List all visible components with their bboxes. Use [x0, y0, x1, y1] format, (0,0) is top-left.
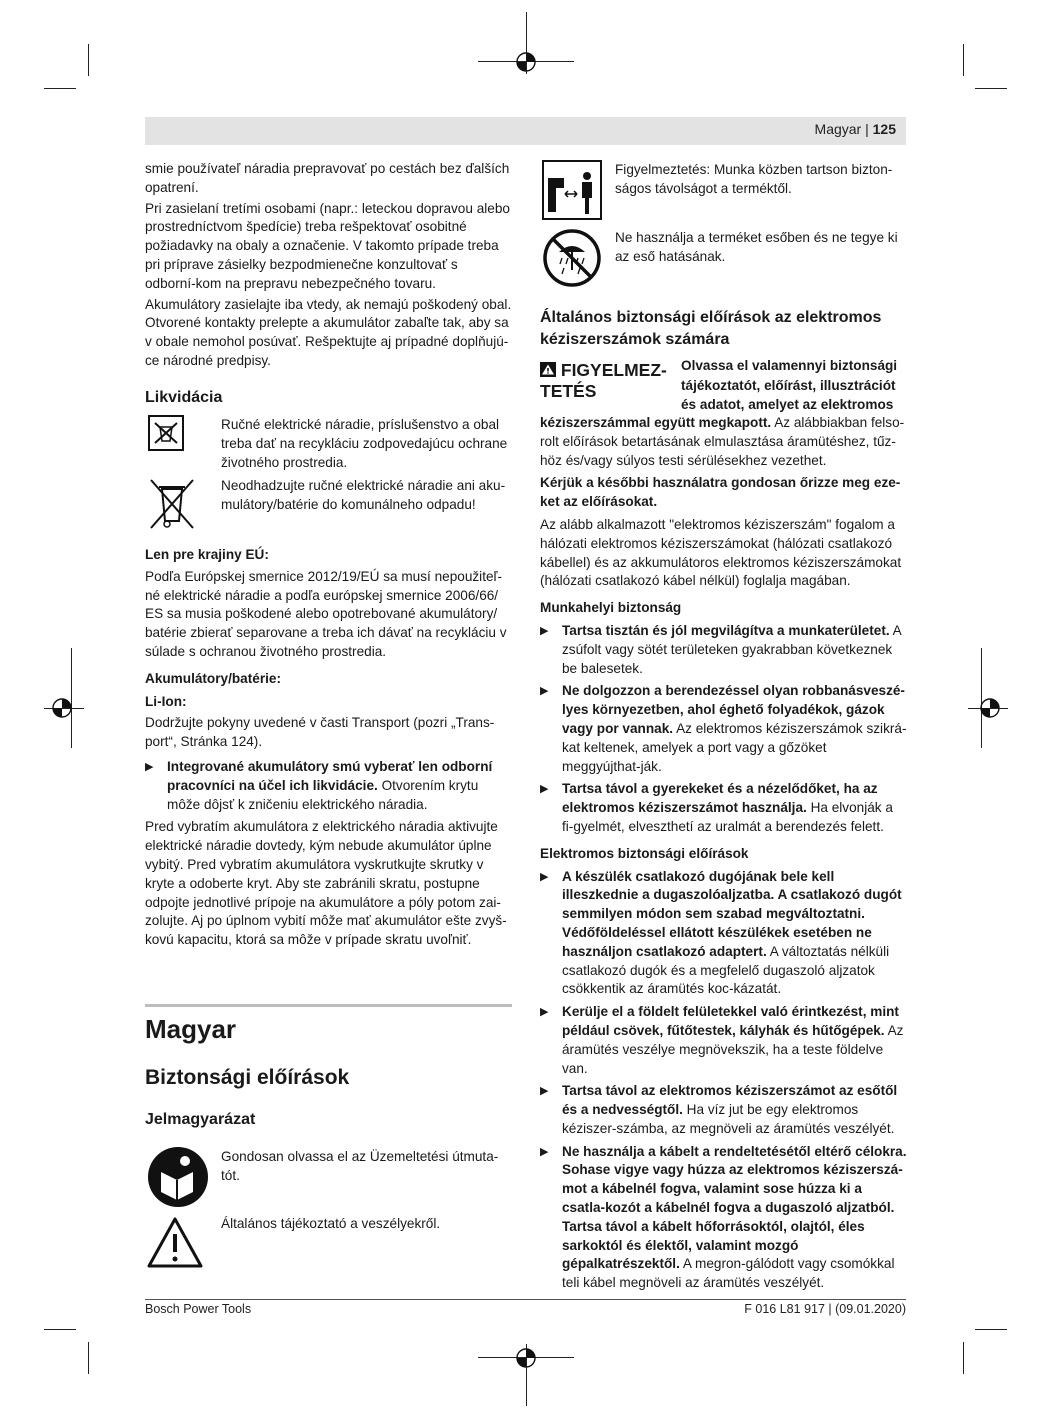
bullet-bold: A készülék csatlakozó dugójának bele kell illeszkednie a dugaszolóaljzatba. A csatlakozó dugót semmilyen módon sem szabad megváltoztatni. Védőföldeléssel ellátott készülékek esetében ne használjon csatlakozó adaptert. [562, 868, 902, 959]
bullet-bold: Tartsa távol az elektromos kéziszerszámot az esőtől és a nedvességtől. [562, 1083, 898, 1118]
footer-brand: Bosch Power Tools [145, 1302, 252, 1316]
section-title-likvidacia: Likvidácia [145, 388, 223, 406]
section-title-biztonsagi: Biztonsági előírások [145, 1066, 350, 1089]
crop-mark [44, 88, 76, 89]
header-separator: | [865, 121, 869, 137]
symbol-text: Ne használja a terméket esőben és ne tegye ki az eső hatásának. [615, 230, 898, 264]
registration-target-icon [512, 1344, 540, 1372]
disposal-text: Neodhadzujte ručné elektrické náradie ani aku-mulátory/batérie do komunálneho odpadu! [221, 478, 506, 512]
crop-mark [963, 44, 964, 76]
warning-label-line: FIGYELMEZ- [560, 360, 667, 380]
paragraph: Pred vybratím akumulátora z elektrického náradia aktivujte elektrické náradie dovtedy, kým nebude akumulátor úplne vybitý. Pred vybratím akumulátora vyskrutkujte skrutky v kryte a odoberte kryt. Aby ste zabránili skratu, postupne odpojte jednotlivé prípoje na akumulátore a póly potom zai-zolujte. Aj po úplnom vybití môže mať akumulátor ešte zvyš-kovú kapacitu, ktorá sa môže v prípade skratu uvoľniť. [145, 819, 507, 948]
page-header [145, 117, 906, 145]
crop-mark [975, 88, 1007, 89]
bullet-bold: Kerülje el a földelt felületekkel való érintkezést, mint például csövek, fűtőtestek, kályhák és hűtőgépek. [562, 1004, 899, 1038]
warning-bold-line: Olvassa el valamennyi biztonsági [681, 358, 898, 373]
bullet-rest: A megron-gálódott vagy csomókkal teli kábel megnöveli az áramütés veszélyét. [562, 1256, 895, 1291]
page-number: 125 [872, 121, 896, 137]
warning-label-line: TETÉS [540, 381, 597, 401]
safe-distance-icon [542, 160, 602, 220]
bullet-item [540, 1082, 907, 1138]
symbol-text: Általános tájékoztató a veszélyekről. [221, 1216, 441, 1231]
right-column [540, 414, 907, 1297]
warning-rest: Az alábbiakban felso-rolt előírások betartásának elmulasztása áramütéshez, tűz-höz és/vagy súlyos testi sérülésekhez vezethet. [540, 415, 905, 468]
warning-sign-icon [540, 362, 556, 377]
paragraph: Podľa Európskej smernice 2012/19/EÚ sa musí nepoužiteľ-né elektrické náradie a podľa európskej smernice 2006/66/ ES sa musia poškodené alebo opotrebované akumulátory/ batérie zbierať separovane a treba ich dávať na recykláciu v súlade s ochranou životného prostredia. [145, 568, 507, 659]
recycle-symbol-icon [148, 415, 184, 451]
bullet-item [540, 1143, 907, 1293]
bullet-item [540, 1003, 907, 1078]
warning-bold-line: és adatot, amelyet az elektromos [681, 397, 894, 412]
bullet-rest: Az elektromos kéziszerszámok szikrá-kat keltenek, amelyek a port vagy a gőzöket meggyújthat-ják. [562, 720, 907, 774]
akum-title: Akumulátory/batérie: [145, 670, 281, 686]
warning-label [540, 360, 680, 402]
bullet-item [540, 622, 907, 678]
paragraph: smie používateľ náradia prepravovať po cestách bez ďalších opatrení. [145, 161, 510, 195]
crop-mark [975, 1329, 1007, 1330]
paragraph: Az alább alkalmazott "elektromos kéziszerszám" fogalom a hálózati elektromos kéziszerszámokat (hálózati csatlakozó kábellel) és az akkumulátoros elektromos kéziszerszámokat (hálózati csatlakozó kábel nélkül) foglalja magában. [540, 516, 902, 589]
header-text [815, 121, 896, 137]
bullet-rest: Otvorením krytu môže dôjsť k zničeniu elektrického náradia. [167, 777, 479, 812]
electrical-safety-title: Elektromos biztonsági előírások [540, 845, 749, 861]
registration-target-icon [512, 48, 540, 76]
paragraph: Pri zasielaní tretími osobami (napr.: leteckou dopravou alebo prostredníctvom špedície) treba rešpektovať osobitné požiadavky na obaly a označenie. V takomto prípade treba pri príprave zásielky bezpodmienečne konzultovať s odborní-kom na prepravu nebezpečného tovaru. [145, 200, 510, 291]
bullet-bold: Ne használja a kábelt a rendeltetésétől eltérő célokra. Sohase vigye vagy húzza az elektromos kéziszerszá-mot a kábelnél fogva, valamint sose húzza ki a csatla-kozót a kábelnél fogva a dugaszoló aljzatból. Tartsa távol a kábelt hőforrásoktól, olajtól, éles sarkoktól és élektől, valamint mozgó gépalkatrészektől. [562, 1143, 907, 1272]
header-section: Magyar [814, 121, 862, 137]
paragraph: Akumulátory zasielajte iba vtedy, ak nemajú poškodený obal. Otvorené kontakty prelepte a akumulátor zabaľte tak, aby sa v obale nemohol posúvať. Rešpektujte aj prípadné doplňujú-ce národné predpisy. [145, 296, 512, 368]
crop-mark [88, 1342, 89, 1374]
paragraph: Dodržujte pokyny uvedené v časti Transport (pozri „Trans-port“, Stránka 124). [145, 715, 495, 750]
bullet-rest: Ha elvonják a fi-gyelmét, elveszthetí az uralmát a berendezés felett. [562, 800, 893, 834]
bullet-rest: Az áramütés veszélye megnövekszik, ha a teste földelve van. [562, 1022, 904, 1076]
left-column-lower [145, 546, 512, 952]
symbol-text: Figyelmeztetés: Munka közben tartson bizton-ságos távolságot a terméktől. [615, 162, 893, 196]
bullet-bold: Ne dolgozzon a berendezéssel olyan robbanásveszé-lyes környezetben, ahol éghető folyadékok, gázok vagy por vannak. [562, 683, 905, 736]
work-safety-title: Munkahelyi biztonság [540, 600, 682, 616]
bullet-item [145, 758, 512, 814]
warning-bold-line: tájékoztatót, előírást, illusztrációt [681, 377, 896, 393]
bullet-rest: A változtatás nélküli csatlakozó dugók és a megfelelő dugaszoló aljzatok csökkentik az áramütés koc-kázatát. [562, 943, 890, 997]
bullet-item [540, 868, 907, 1000]
warning-bold-block [681, 356, 907, 415]
crop-mark [44, 1329, 76, 1330]
keep-instructions: Kérjük a későbbi használatra gondosan őrizze meg eze-ket az előírásokat. [540, 475, 901, 510]
bullet-item [540, 780, 907, 836]
symbol-text: Gondosan olvassa el az Üzemeltetési útmuta-tót. [221, 1149, 499, 1183]
section-rule [145, 1004, 512, 1007]
bullet-rest: Ha víz jut be egy elektromos kéziszer-számba, az megnöveli az áramütés veszélyét. [562, 1102, 895, 1136]
disposal-text: Ručné elektrické náradie, príslušenstvo a obal treba dať na recykláciu zodpovedajúcu ochrane životného prostredia. [221, 417, 508, 470]
bullet-bold: Tartsa tisztán és jól megvilágítva a munkaterületet. [562, 622, 890, 638]
warning-triangle-icon [146, 1216, 204, 1270]
bullet-rest: A zsúfolt vagy sötét területeken gyakrabban következnek be balesetek. [562, 622, 901, 676]
no-rain-icon [542, 228, 602, 288]
bullet-bold: Tartsa távol a gyerekeket és a nézelődőket, ha az elektromos kéziszerszámot használja. [562, 781, 878, 816]
crop-mark [963, 1342, 964, 1374]
crossed-bin-icon [148, 477, 196, 531]
crop-mark [88, 44, 89, 76]
eu-title: Len pre krajiny EÚ: [145, 547, 269, 562]
section-title-magyar: Magyar [145, 1014, 237, 1044]
footer-doc-number: F 016 L81 917 | (09.01.2020) [744, 1302, 906, 1316]
read-manual-icon [147, 1146, 209, 1208]
footer-rule [145, 1299, 906, 1300]
section-title-jelmagyarazat: Jelmagyarázat [145, 1111, 256, 1128]
bullet-bold: Integrované akumulátory smú vyberať len odborní pracovníci na účel ich likvidácie. [167, 758, 493, 793]
section-title-general-safety: Általános biztonsági előírások az elektromos kéziszerszámok számára [540, 309, 882, 348]
liion-title: Li-Ion: [145, 693, 187, 709]
left-column [145, 160, 512, 417]
registration-target-icon [976, 694, 1004, 722]
registration-target-icon [48, 694, 76, 722]
bullet-item [540, 682, 907, 776]
warning-bold-line: kéziszerszámmal együtt megkapott. [540, 415, 772, 430]
